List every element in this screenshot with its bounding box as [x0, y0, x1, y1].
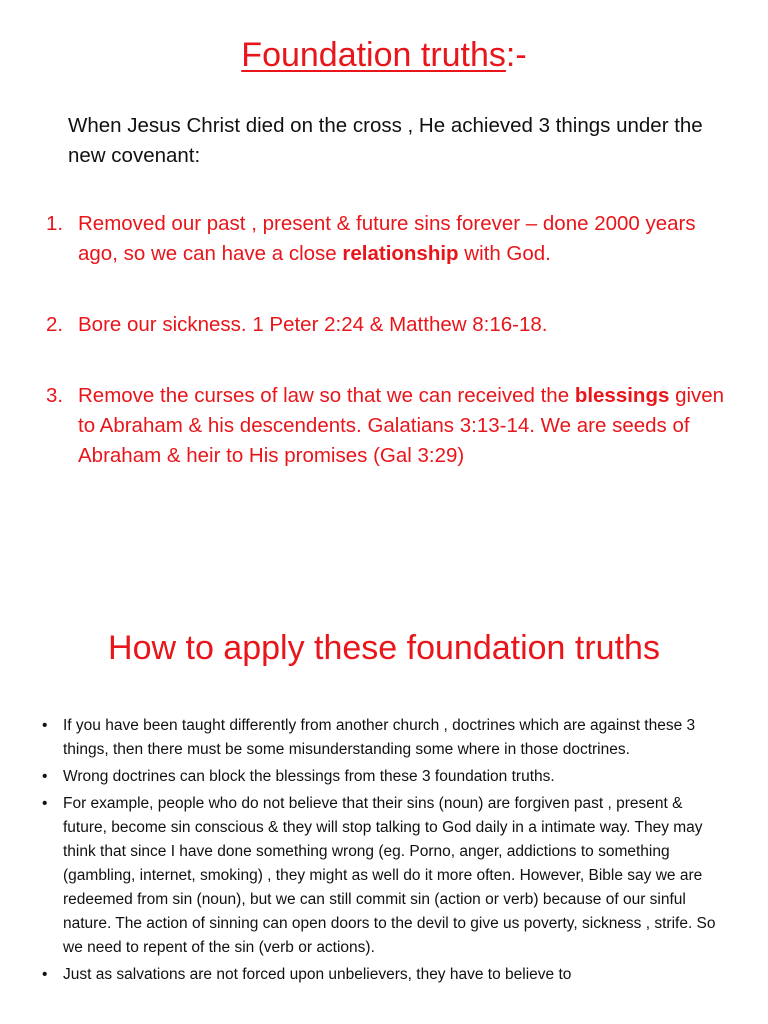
item-text: Wrong doctrines can block the blessings from these 3 foundation truths.	[63, 768, 555, 785]
list-item	[42, 963, 722, 987]
item-text-end: given to Abraham & his descendents. Galatians 3:13-14. We are seeds of Abraham & heir to His promises (Gal 3:29)	[78, 384, 725, 467]
item-bold: relationship	[342, 242, 459, 265]
list-item	[42, 765, 722, 789]
slide-title	[0, 36, 768, 75]
bullet-icon: •	[42, 795, 48, 812]
list-item	[46, 381, 736, 471]
intro-text: When Jesus Christ died on the cross , He achieved 3 things under the new covenant:	[68, 114, 703, 167]
list-item	[42, 714, 722, 762]
item-number: 1.	[46, 212, 64, 235]
bullet-icon: •	[42, 966, 48, 983]
item-bold: blessings	[574, 384, 670, 407]
item-text: Remove the curses of law so that we can received the	[78, 384, 575, 407]
bullet-icon: •	[42, 768, 48, 785]
slide-how-to-apply	[0, 600, 768, 1024]
slide-title: How to apply these foundation truths	[108, 629, 660, 667]
item-text-end: with God.	[458, 242, 551, 265]
item-text: If you have been taught differently from another church , doctrines which are against these 3 things, then there must be some misunderstanding some where in those doctrines.	[63, 717, 696, 758]
item-number: 2.	[46, 313, 64, 336]
bullet-icon: •	[42, 717, 48, 734]
title-main: Foundation truths	[241, 36, 506, 74]
list-item	[42, 792, 722, 960]
numbered-list	[46, 209, 736, 471]
item-text: Just as salvations are not forced upon unbelievers, they have to believe to	[63, 966, 572, 983]
item-text: For example, people who do not believe that their sins (noun) are forgiven past , present & future, become sin conscious & they will stop talking to God daily in a intimate way. They may think that since I have done something wrong (eg. Porno, anger, addictions to something (gambling, internet, smoking) , they might as well do it more often. However, Bible say we are redeemed from sin (noun), but we can still commit sin (action or verb) because of our sinful nature. The action of sinning can open doors to the devil to give us poverty, sickness , strife. So we need to repent of the sin (verb or actions).	[63, 795, 716, 956]
item-text: Removed our past , present & future sins forever – done 2000 years ago, so we can have a close	[78, 212, 696, 265]
item-text: Bore our sickness. 1 Peter 2:24 & Matthew 8:16-18.	[78, 313, 548, 336]
list-item	[46, 310, 736, 340]
title-suffix: :-	[505, 36, 527, 74]
bullet-list	[42, 714, 722, 990]
item-number: 3.	[46, 384, 64, 407]
list-item	[46, 209, 736, 269]
